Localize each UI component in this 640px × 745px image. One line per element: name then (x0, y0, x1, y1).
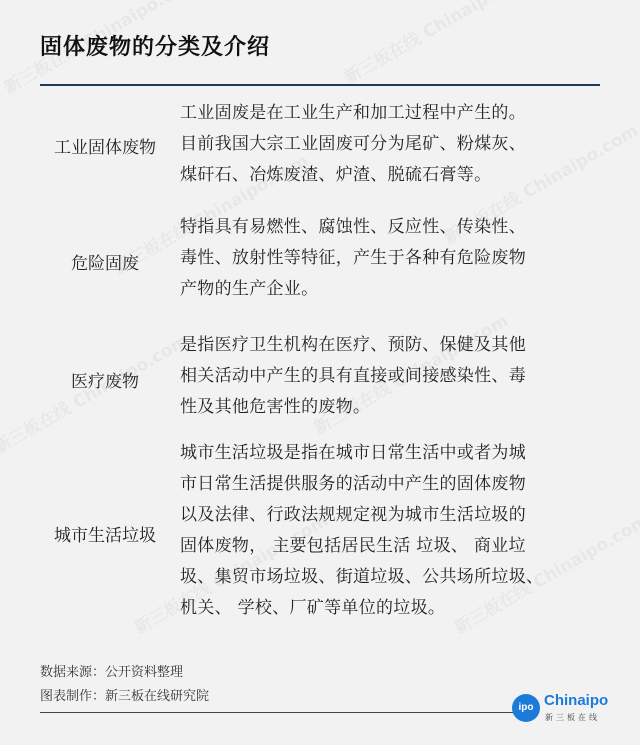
category-label: 城市生活垃圾 (54, 526, 156, 546)
category-row-municipal (40, 438, 600, 628)
logo-subtitle: 新三板在线 (545, 713, 600, 722)
footer-divider (40, 712, 515, 713)
description-line: 以及法律、行政法规规定视为城市生活垃圾的 (180, 505, 526, 525)
data-source: 数据来源：公开资料整理 (40, 665, 184, 680)
category-description (180, 330, 600, 423)
category-row-medical (40, 330, 600, 430)
chart-maker: 图表制作：新三板在线研究院 (40, 689, 210, 704)
category-row-hazardous (40, 212, 600, 312)
category-description (180, 98, 600, 191)
category-label: 医疗废物 (71, 372, 139, 392)
description-line: 产物的生产企业。 (180, 279, 319, 299)
description-line: 城市生活垃圾是指在城市日常生活中或者为城 (180, 443, 526, 463)
category-label: 工业固体废物 (54, 138, 156, 158)
category-label: 危险固废 (71, 254, 139, 274)
description-line: 是指医疗卫生机构在医疗、预防、保健及其他 (180, 335, 526, 355)
category-description (180, 212, 600, 305)
description-line: 固体废物， 主要包括居民生活 垃圾、 商业垃 (180, 536, 526, 556)
logo-badge: ipo (512, 694, 540, 722)
description-line: 相关活动中产生的具有直接或间接感染性、毒 (180, 366, 526, 386)
logo-wordmark: Chinaipo (544, 692, 609, 709)
description-line: 工业固废是在工业生产和加工过程中产生的。 (180, 103, 526, 123)
description-line: 性及其他危害性的废物。 (180, 397, 371, 417)
chinaipo-logo (512, 688, 622, 728)
category-row-industrial (40, 98, 600, 198)
description-line: 市日常生活提供服务的活动中产生的固体废物 (180, 474, 526, 494)
description-line: 圾、集贸市场垃圾、街道垃圾、公共场所垃圾、 (180, 567, 544, 587)
description-line: 特指具有易燃性、腐蚀性、反应性、传染性、 (180, 217, 526, 237)
category-description (180, 438, 600, 624)
description-line: 目前我国大宗工业固废可分为尾矿、粉煤灰、 (180, 134, 526, 154)
page-title: 固体废物的分类及介绍 (40, 35, 271, 60)
description-line: 毒性、放射性等特征，产生于各种有危险废物 (180, 248, 526, 268)
description-line: 机关、 学校、厂矿等单位的垃圾。 (180, 598, 446, 618)
watermark (339, 0, 542, 88)
description-line: 煤矸石、冶炼废渣、炉渣、脱硫石膏等。 (180, 165, 492, 185)
title-divider (40, 84, 600, 86)
